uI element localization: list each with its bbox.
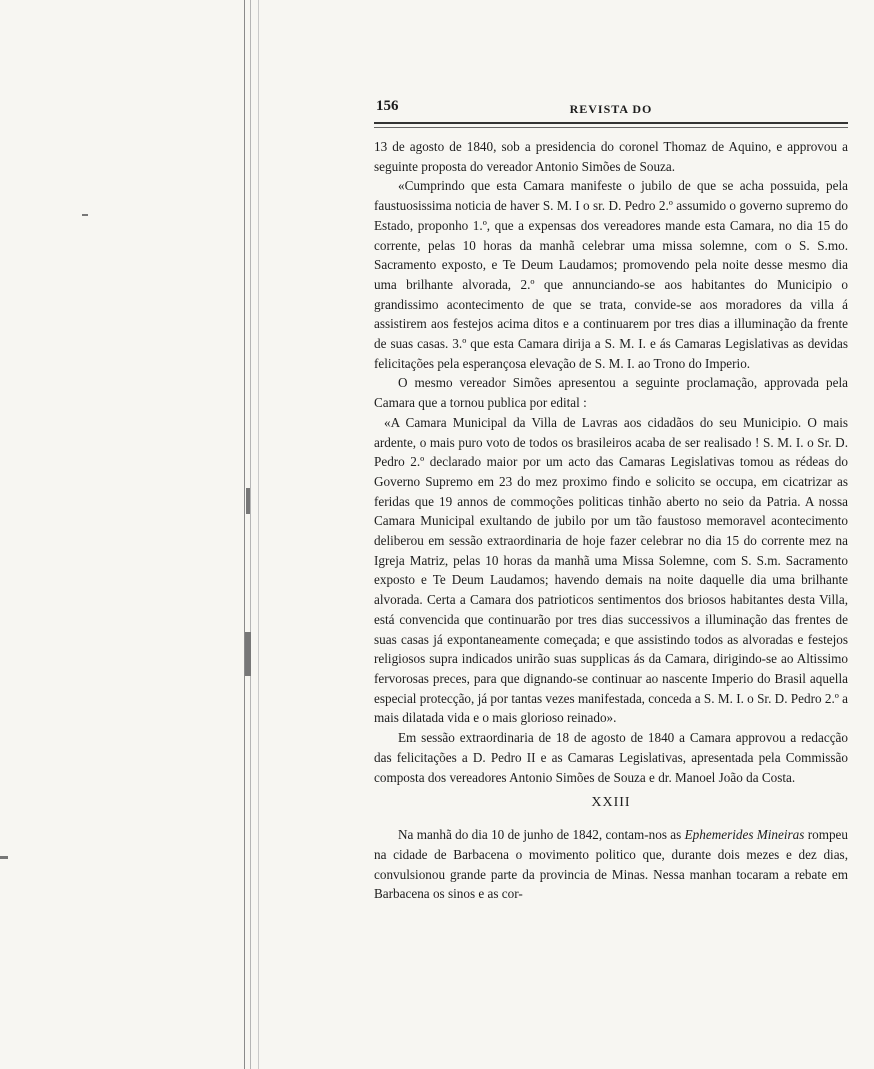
book-page [374,98,848,904]
paragraph-text: Na manhã do dia 10 de junho de 1842, contam-nos as [398,827,685,843]
paragraph: O mesmo vereador Simões apresentou a seguinte proclamação, approvada pela Camara que a tornou publica por edital : [374,375,848,411]
running-title: REVISTA DO [569,102,653,116]
italic-title: Ephemerides Mineiras [684,827,805,843]
section-title: XXIII [591,795,631,811]
paragraph-text: rompeu na cidade de Barbacena o movimento politico que, durante dois mezes e dez dias, convulsionou grande parte da provincia de Minas. Nessa manhan tocaram a rebate em Barbacena os sinos e as cor- [374,827,848,902]
body-text [374,137,848,904]
paragraph: Em sessão extraordinaria de 18 de agosto de 1840 a Camara approvou a redacção das felicitações a D. Pedro II e as Camaras Legislativas, apresentada pela Commissão composta dos vereadores Antonio Simões de Souza e dr. Manoel João da Costa. [374,730,848,785]
book-binding [0,0,262,1069]
paragraph: «Cumprindo que esta Camara manifeste o jubilo de que se acha possuida, pela faustuosissima noticia de haver S. M. I o sr. D. Pedro 2.º assumido o governo supremo do Estado, proponho 1.º, que a expensas dos vereadores mande esta Camara, no dia 15 do corrente, pelas 10 horas da manhã celebrar uma missa solemne, com o S. S.mo. Sacramento exposto, e Te Deum Laudamos; promovendo pela noite desse mesmo dia uma brilhante alvorada, 2.º que annunciando-se aos habitantes do Municipio o grandissimo acontecimento de que se trata, convide-se aos moradores da villa á assistirem aos festejos acima ditos e a continuarem por tres dias a illuminação da frente de suas casas. 3.º que esta Camara dirija a S. M. I. e ás Camaras Legislativas as devidas felicitações pela esperançosa elevação de S. M. I. ao Trono do Imperio. [374,178,848,371]
paragraph: 13 de agosto de 1840, sob a presidencia do coronel Thomaz de Aquino, e approvou a seguinte proposta do vereador Antonio Simões de Souza. [374,139,848,174]
header-rule [374,122,848,128]
paragraph: «A Camara Municipal da Villa de Lavras aos cidadãos do seu Municipio. O mais ardente, o mais puro voto de todos os brasileiros acaba de ser realisado ! S. M. I. o Sr. D. Pedro 2.º declarado maior por um acto das Camaras Legislativas tomou as rédeas do Governo Supremo em 23 do mez proximo findo e solicito se occupa, em cicatrizar as feridas que 19 annos de commoções politicas tinhão aberto no seio da Patria. A nossa Camara Municipal exultando de jubilo por um tão faustoso memoravel acontecimento deliberou em sessão extraordinaria de hoje fazer celebrar no dia 15 do corrente mez na Igreja Matriz, pelas 10 horas da manhã uma Missa Solemne, com S. S.m. Sacramento exposto e Te Deum Laudamos; havendo demais na noite daquelle dia uma brilhante alvorada. Certa a Camara dos patrioticos sentimentos dos briosos habitantes desta Villa, está convencida que continuarão por tres dias successivos a illuminação das frentes de suas casas já expontaneamente começada; e que assistindo todos as alvoradas e festejos religiosos supra indicados unirão suas supplicas ás da Camara, dirigindo-se ao Altissimo fervorosas preces, para que dignando-se continuar ao nascente Imperio do Brasil aquella especial protecção, já por tantas vezes manifestada, conceda a S. M. I. o Sr. D. Pedro 2.º a mais dilatada vida e o mais glorioso reinado». [374,414,848,726]
paragraph [374,825,848,904]
page-number: 156 [376,98,399,114]
page-header [374,98,848,122]
